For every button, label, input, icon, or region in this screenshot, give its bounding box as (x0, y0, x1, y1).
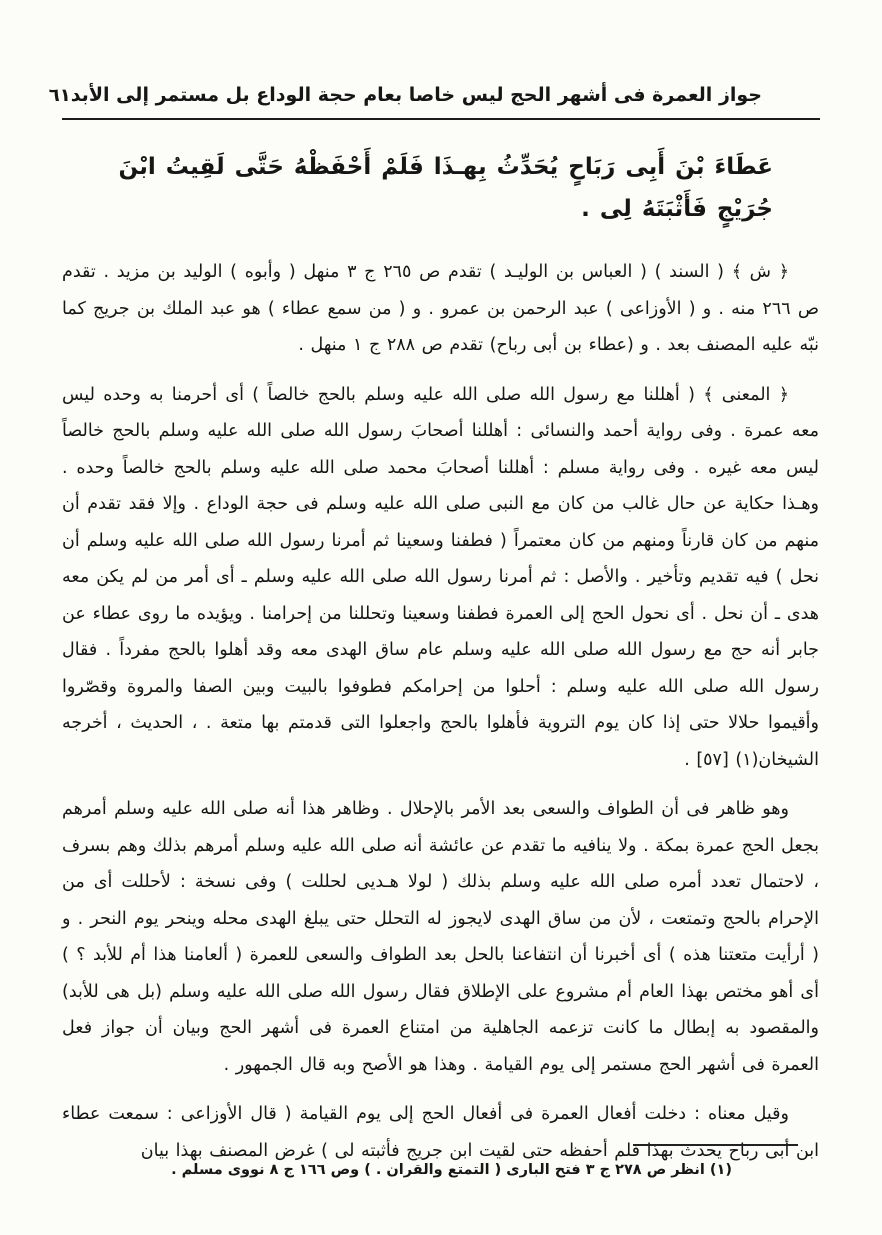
page-header (48, 84, 820, 106)
header-rule (62, 118, 820, 120)
chapter-title: جواز العمرة فى أشهر الحج ليس خاصا بعام حجة الوداع بل مستمر إلى الأبد (70, 84, 762, 106)
page-number: ٦١ (48, 85, 71, 106)
paragraph-commentary: وهو ظاهر فى أن الطواف والسعى بعد الأمر بالإحلال . وظاهر هذا أنه صلى الله عليه وسلم أمرهم بجعل الحج عمرة بمكة . ولا ينافيه ما تقدم عن عائشة أنه صلى الله عليه وسلم أمرهم بذلك وهم بسرف ، لاحتمال تعدد أمره صلى الله عليه وسلم بذلك ( لولا هـديى لحللت ) وفى نسخة : لأحللت أى من الإحرام بالحج وتمتعت ، لأن من ساق الهدى لايجوز له التحلل حتى يبلغ الهدى محله وينحر يوم النحر . و ( أرأيت متعتنا هذه ) أى أخبرنا أن انتفاعنا بالحل بعد الطواف والسعى للعمرة ( ألعامنا هذا أم للأبد ؟ ) أى أهو مختص بهذا العام أم مشروع على الإطلاق فقال رسول الله صلى الله عليه وسلم (بل هى للأبد) والمقصود به إبطال ما كانت تزعمه الجاهلية من امتناع العمرة فى أشهر الحج وبيان أن جواز فعل العمرة فى أشهر الحج مستمر إلى يوم القيامة . وهذا هو الأصح وبه قال الجمهور . (62, 799, 819, 1075)
page-body (62, 142, 819, 1182)
paragraph-sanad: ﴿ ش ﴾ ( السند ) ( العباس بن الوليـد ) تقدم ص ٢٦٥ ج ٣ منهل ( وأبوه ) الوليد بن مزيد . تقدم ص ٢٦٦ منه . و ( الأوزاعى ) عبد الرحمن بن عمرو . و ( من سمع عطاء ) هو عبد الملك بن جريج كما نبّه عليه المصنف بعد . و (عطاء بن أبى رباح) تقدم ص ٢٨٨ ج ١ منهل . (62, 262, 819, 355)
paragraph-maana: ﴿ المعنى ﴾ ( أهللنا مع رسول الله صلى الله عليه وسلم بالحج خالصاً ) أى أحرمنا به وحده ليس معه عمرة . وفى رواية أحمد والنسائى : أهللنا أصحابَ رسول الله صلى الله عليه وسلم بالحج خالصاً ليس معه غيره . وفى رواية مسلم : أهللنا أصحابَ محمد صلى الله عليه وسلم بالحج خالصاً وحده . وهـذا حكاية عن حال غالب من كان مع النبى صلى الله عليه وسلم فى حجة الوداع . وإلا فقد تقدم أن منهم من كان قارناً ومنهم من كان معتمراً ( فطفنا وسعينا ثم أمرنا رسول الله صلى الله عليه وسلم أن نحل ) فيه تقديم وتأخير . والأصل : ثم أمرنا رسول الله صلى الله عليه وسلم ـ أى أمر من لم يكن معه هدى ـ أن نحل . أى نحول الحج إلى العمرة فطفنا وسعينا وتحللنا من إحرامنا . ويؤيده ما روى عطاء عن جابر أنه حج مع رسول الله صلى الله عليه وسلم عام ساق الهدى معه وقد أهلوا بالحج مفرداً . فقال رسول الله صلى الله عليه وسلم : أحلوا من إحرامكم فطوفوا بالبيت وبين الصفا والمروة وقصّروا وأقيموا حلالا حتى إذا كان يوم التروية فأهلوا بالحج واجعلوا التى قدمتم بها متعة . ، الحديث ، أخرجه الشيخان(١) [٥٧] . (62, 384, 819, 770)
footnote-text: (١) انظر ص ٢٧٨ ج ٣ فتح البارى ( التمتع والقران . ) وص ١٦٦ ج ٨ نووى مسلم . (171, 1162, 732, 1178)
footnote-separator (633, 1144, 798, 1146)
paragraph-conclusion: وقيل معناه : دخلت أفعال العمرة فى أفعال الحج إلى يوم القيامة ( قال الأوزاعى : سمعت عطاء ابن أبى رباح يحدث بهذا فلم أحفظه حتى لقيت ابن جريج فأثبته لى ) غرض المصنف بهذا بيان (62, 1104, 819, 1161)
hadith-text-line: عَطَاءَ بْنَ أَبِى رَبَاحٍ يُحَدِّثُ بِهـذَا فَلَمْ أَحْفَظْهُ حَتَّى لَقِيتُ ابْنَ جُرَيْجٍ فَأَثْبَتَهُ لِى . (118, 154, 773, 222)
